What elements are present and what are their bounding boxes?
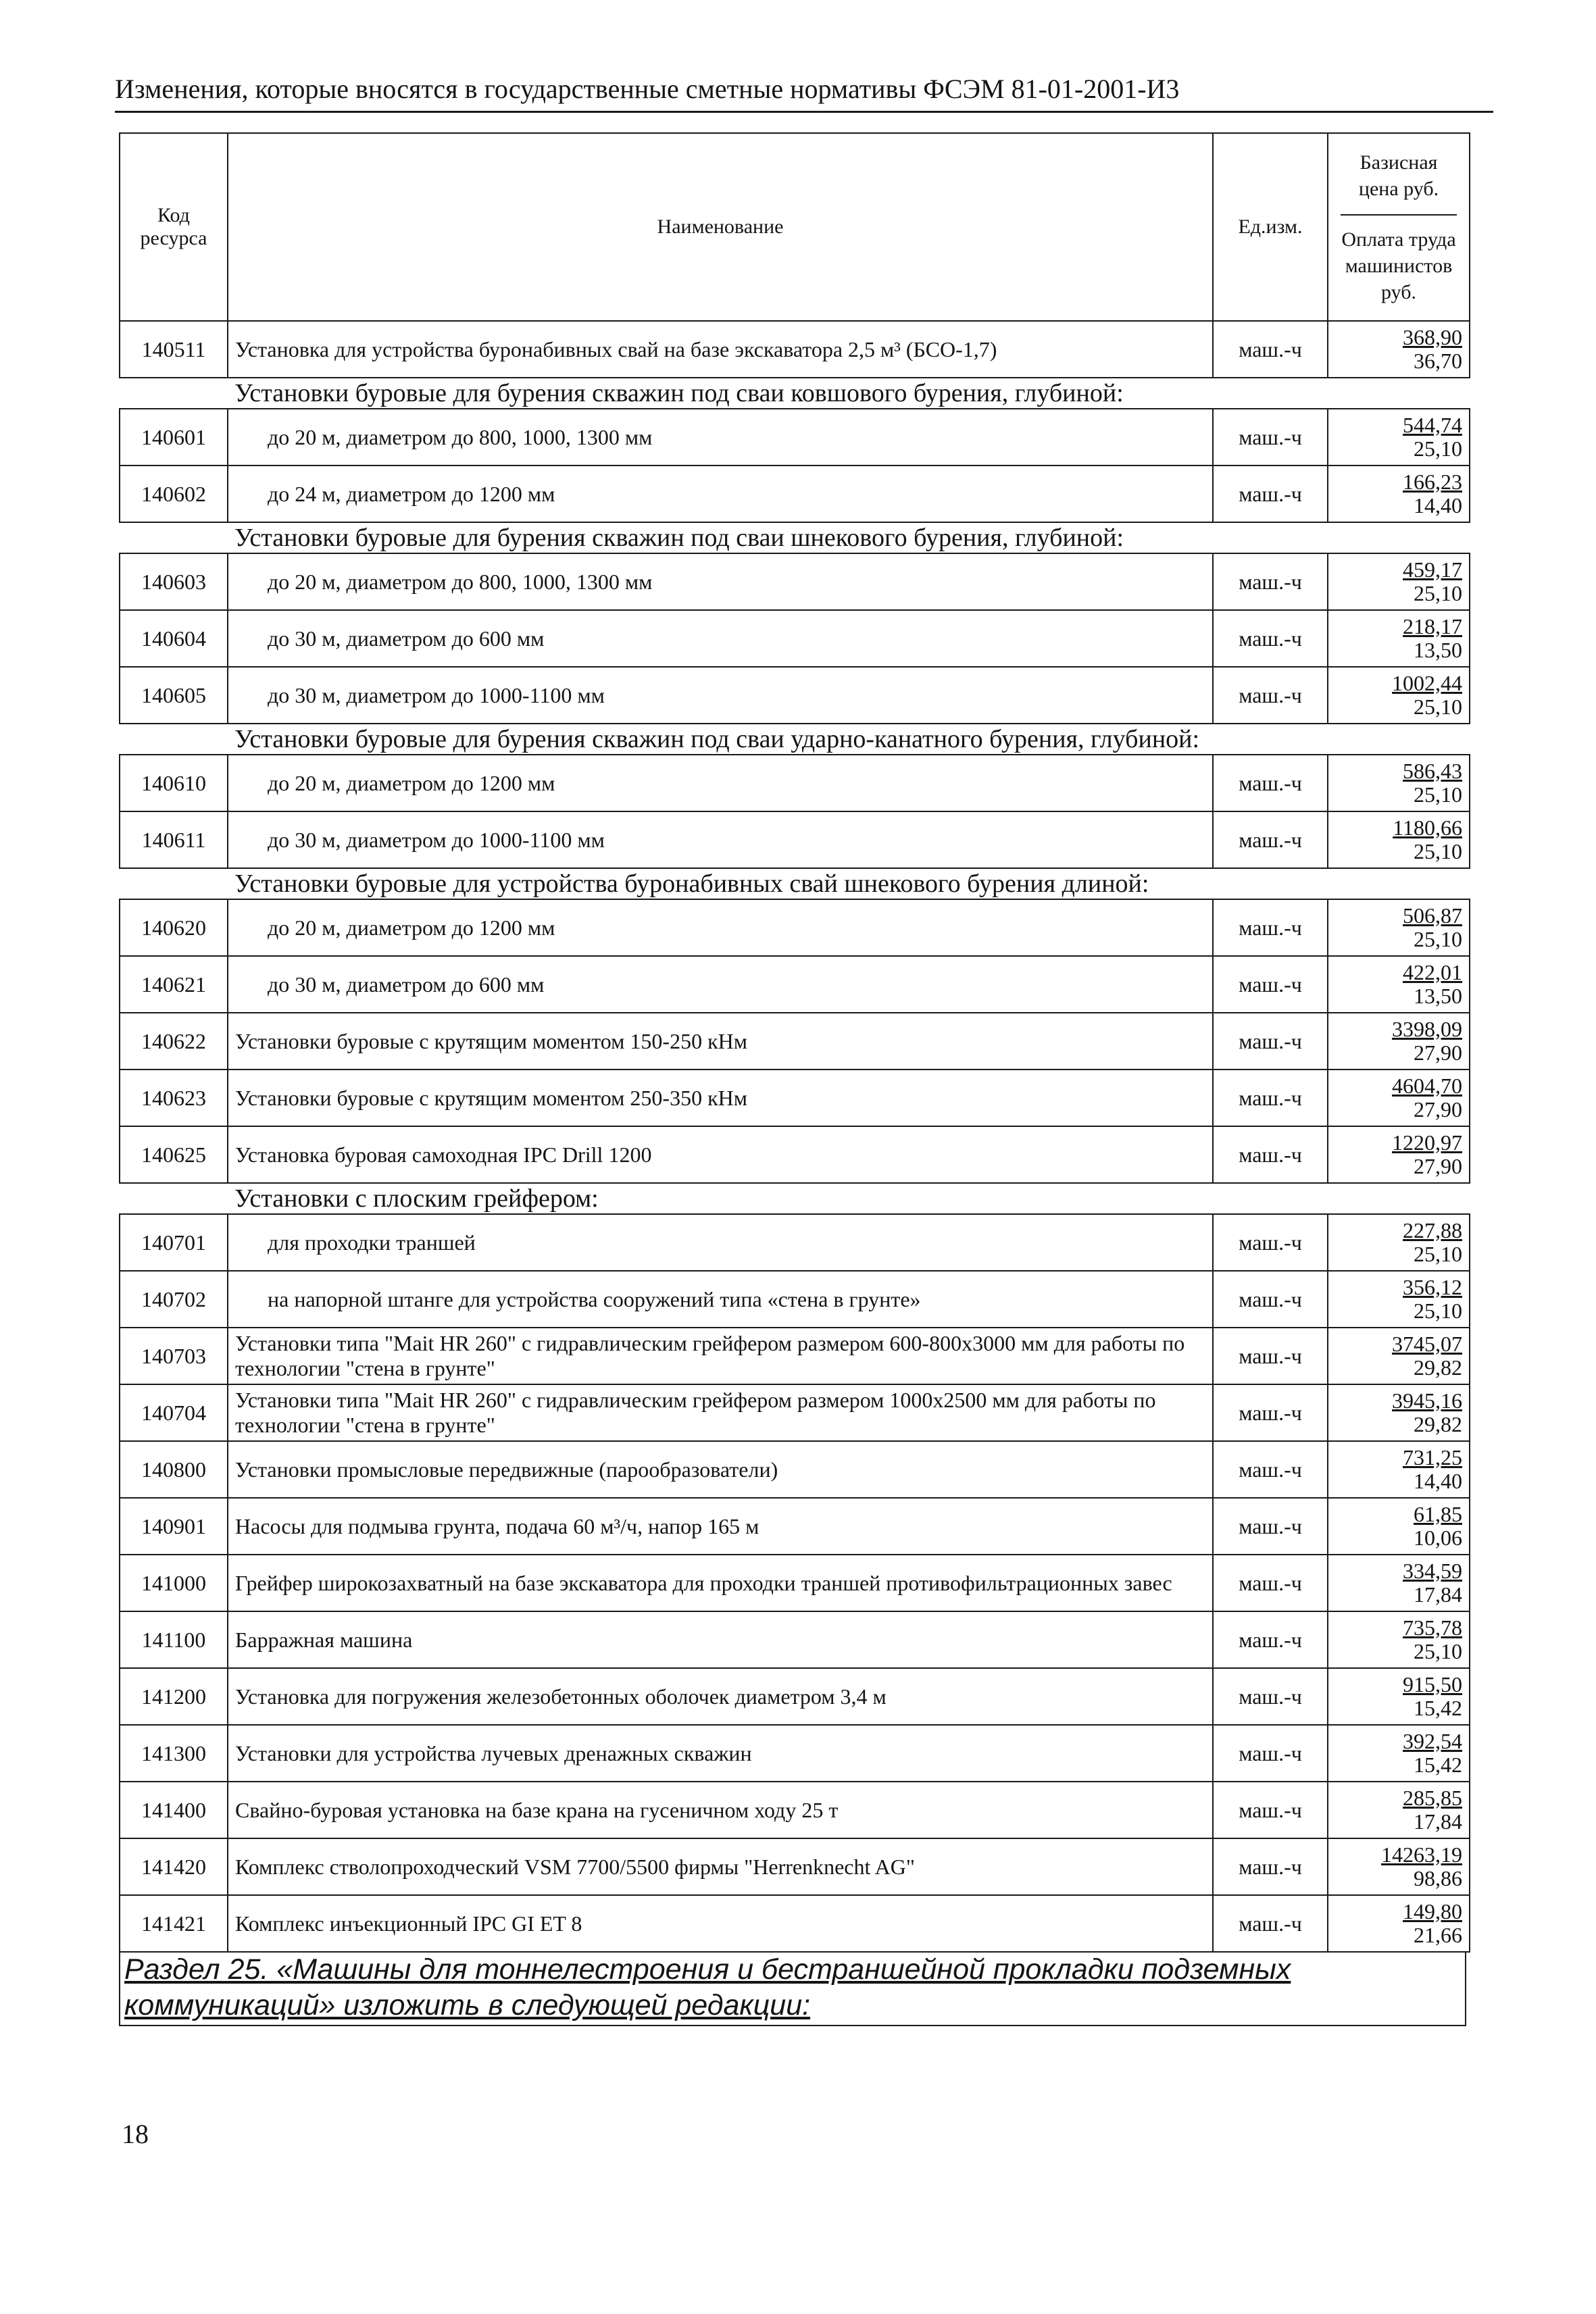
- base-price: 334,59: [1403, 1558, 1462, 1583]
- unit-of-measure: маш.-ч: [1213, 1782, 1328, 1838]
- unit-of-measure: маш.-ч: [1213, 409, 1328, 466]
- resource-code: 140701: [120, 1214, 228, 1271]
- footer-note-line-1: Раздел 25. «Машины для тоннелестроения и бестраншейной прокладки подземных: [124, 1953, 1291, 1986]
- unit-of-measure: маш.-ч: [1213, 956, 1328, 1013]
- column-header-name: Наименование: [228, 133, 1213, 321]
- table-row: [120, 1126, 1470, 1183]
- resource-name: Установка буровая самоходная IPC Drill 1200: [228, 1126, 1213, 1183]
- resource-code: 140602: [120, 466, 228, 522]
- base-price: 915,50: [1403, 1671, 1462, 1696]
- base-price: 166,23: [1403, 469, 1462, 494]
- table-row: [120, 1498, 1470, 1555]
- table-row: [120, 1782, 1470, 1838]
- base-price: 3745,07: [1392, 1331, 1462, 1356]
- table-row: [120, 610, 1470, 667]
- unit-of-measure: маш.-ч: [1213, 667, 1328, 724]
- column-header-price: [1328, 133, 1470, 321]
- price-cell: [1328, 956, 1470, 1013]
- price-cell: [1328, 1782, 1470, 1838]
- table-row: [120, 1328, 1470, 1384]
- base-price: 459,17: [1403, 557, 1462, 582]
- table-row: [120, 811, 1470, 868]
- resource-code: 140511: [120, 321, 228, 378]
- operator-wage: 14,40: [1414, 1469, 1462, 1493]
- resource-code: 140610: [120, 755, 228, 811]
- operator-wage: 21,66: [1414, 1923, 1462, 1947]
- unit-of-measure: маш.-ч: [1213, 1384, 1328, 1441]
- footer-note-line-2: коммуникаций» изложить в следующей редакции:: [124, 1989, 811, 2021]
- price-cell: [1328, 1725, 1470, 1782]
- resource-name: до 20 м, диаметром до 800, 1000, 1300 мм: [228, 409, 1213, 466]
- unit-of-measure: маш.-ч: [1213, 1328, 1328, 1384]
- table-row: [120, 899, 1470, 956]
- operator-wage: 10,06: [1414, 1526, 1462, 1550]
- table-row: [120, 1214, 1470, 1271]
- resource-code: 140704: [120, 1384, 228, 1441]
- price-cell: [1328, 1668, 1470, 1725]
- price-cell: [1328, 1126, 1470, 1183]
- operator-wage: 25,10: [1414, 581, 1462, 605]
- unit-of-measure: маш.-ч: [1213, 321, 1328, 378]
- unit-of-measure: маш.-ч: [1213, 1441, 1328, 1498]
- operator-wage: 25,10: [1414, 695, 1462, 719]
- resource-code: 141000: [120, 1555, 228, 1611]
- resource-code: 140703: [120, 1328, 228, 1384]
- operator-wage: 25,10: [1414, 1639, 1462, 1663]
- section-heading-row: [120, 522, 1470, 553]
- base-price: 4604,70: [1392, 1073, 1462, 1098]
- price-cell: [1328, 1070, 1470, 1126]
- resource-code: 140621: [120, 956, 228, 1013]
- price-cell: [1328, 811, 1470, 868]
- table-row: [120, 466, 1470, 522]
- base-price: 227,88: [1403, 1217, 1462, 1242]
- resource-code: 140603: [120, 553, 228, 610]
- table-header-row: [120, 133, 1470, 321]
- unit-of-measure: маш.-ч: [1213, 466, 1328, 522]
- section-heading: Установки буровые для бурения скважин под сваи ковшового бурения, глубиной:: [120, 378, 1470, 409]
- base-price: 1002,44: [1392, 670, 1462, 695]
- resource-name: Барражная машина: [228, 1611, 1213, 1668]
- resource-name: до 24 м, диаметром до 1200 мм: [228, 466, 1213, 522]
- base-price: 285,85: [1403, 1785, 1462, 1810]
- table-row: [120, 553, 1470, 610]
- table-row: [120, 1555, 1470, 1611]
- operator-wage: 15,42: [1414, 1753, 1462, 1777]
- unit-of-measure: маш.-ч: [1213, 1668, 1328, 1725]
- resource-name: Комплекс стволопроходческий VSM 7700/5500 фирмы "Herrenknecht AG": [228, 1838, 1213, 1895]
- unit-of-measure: маш.-ч: [1213, 1013, 1328, 1070]
- base-price: 735,78: [1403, 1615, 1462, 1640]
- resource-code: 141100: [120, 1611, 228, 1668]
- unit-of-measure: маш.-ч: [1213, 1271, 1328, 1328]
- table-row: [120, 1725, 1470, 1782]
- table-row: [120, 755, 1470, 811]
- page-number: 18: [122, 2119, 149, 2149]
- unit-of-measure: маш.-ч: [1213, 610, 1328, 667]
- table-body: [120, 321, 1470, 1952]
- table-row: [120, 667, 1470, 724]
- resource-code: 140611: [120, 811, 228, 868]
- resource-code: 141300: [120, 1725, 228, 1782]
- price-cell: [1328, 1328, 1470, 1384]
- resource-name: Установки буровые с крутящим моментом 150-250 кНм: [228, 1013, 1213, 1070]
- price-cell: [1328, 667, 1470, 724]
- operator-wage: 13,50: [1414, 638, 1462, 662]
- operator-wage: 25,10: [1414, 1299, 1462, 1323]
- base-price: 1220,97: [1392, 1130, 1462, 1155]
- table-row: [120, 1838, 1470, 1895]
- column-header-price-labor: Оплата труда машинистов руб.: [1341, 228, 1456, 303]
- resource-name: для проходки траншей: [228, 1214, 1213, 1271]
- resource-code: 141200: [120, 1668, 228, 1725]
- resource-code: 141420: [120, 1838, 228, 1895]
- operator-wage: 25,10: [1414, 1242, 1462, 1266]
- base-price: 544,74: [1403, 412, 1462, 437]
- price-cell: [1328, 755, 1470, 811]
- resource-name: до 20 м, диаметром до 800, 1000, 1300 мм: [228, 553, 1213, 610]
- table-row: [120, 956, 1470, 1013]
- price-cell: [1328, 1013, 1470, 1070]
- resource-name: Грейфер широкозахватный на базе экскаватора для проходки траншей противофильтрационных завес: [228, 1555, 1213, 1611]
- base-price: 422,01: [1403, 959, 1462, 984]
- base-price: 356,12: [1403, 1274, 1462, 1299]
- price-cell: [1328, 1555, 1470, 1611]
- resource-code: 140625: [120, 1126, 228, 1183]
- section-heading: Установки буровые для устройства буронабивных свай шнекового бурения длиной:: [120, 868, 1470, 899]
- unit-of-measure: маш.-ч: [1213, 1838, 1328, 1895]
- price-cell: [1328, 1271, 1470, 1328]
- resource-name: Установка для погружения железобетонных оболочек диаметром 3,4 м: [228, 1668, 1213, 1725]
- price-cell: [1328, 466, 1470, 522]
- column-header-unit: Ед.изм.: [1213, 133, 1328, 321]
- resource-name: до 30 м, диаметром до 1000-1100 мм: [228, 811, 1213, 868]
- operator-wage: 13,50: [1414, 984, 1462, 1008]
- resource-name: Установки типа "Mait HR 260" с гидравлическим грейфером размером 1000х2500 мм для работы по технологии "стена в грунте": [228, 1384, 1213, 1441]
- resource-name: на напорной штанге для устройства сооружений типа «стена в грунте»: [228, 1271, 1213, 1328]
- resource-code: 140601: [120, 409, 228, 466]
- operator-wage: 25,10: [1414, 927, 1462, 951]
- base-price: 1180,66: [1393, 815, 1462, 840]
- price-cell: [1328, 1441, 1470, 1498]
- price-cell: [1328, 1384, 1470, 1441]
- base-price: 392,54: [1403, 1728, 1462, 1753]
- column-header-price-base: Базисная цена руб.: [1341, 149, 1457, 216]
- base-price: 14263,19: [1381, 1842, 1462, 1867]
- unit-of-measure: маш.-ч: [1213, 899, 1328, 956]
- unit-of-measure: маш.-ч: [1213, 1498, 1328, 1555]
- section-heading: Установки буровые для бурения скважин под сваи шнекового бурения, глубиной:: [120, 522, 1470, 553]
- unit-of-measure: маш.-ч: [1213, 1070, 1328, 1126]
- price-cell: [1328, 1838, 1470, 1895]
- operator-wage: 25,10: [1414, 839, 1462, 863]
- price-cell: [1328, 553, 1470, 610]
- unit-of-measure: маш.-ч: [1213, 1214, 1328, 1271]
- operator-wage: 17,84: [1414, 1809, 1462, 1834]
- unit-of-measure: маш.-ч: [1213, 755, 1328, 811]
- resource-table: [119, 132, 1470, 1953]
- table-row: [120, 1013, 1470, 1070]
- operator-wage: 36,70: [1414, 349, 1462, 373]
- base-price: 3945,16: [1392, 1388, 1462, 1413]
- price-cell: [1328, 409, 1470, 466]
- resource-name: до 30 м, диаметром до 1000-1100 мм: [228, 667, 1213, 724]
- price-cell: [1328, 899, 1470, 956]
- section-heading-row: [120, 868, 1470, 899]
- column-header-code: Код ресурса: [120, 133, 228, 321]
- operator-wage: 15,42: [1414, 1696, 1462, 1720]
- price-cell: [1328, 610, 1470, 667]
- base-price: 586,43: [1403, 758, 1462, 783]
- base-price: 731,25: [1403, 1444, 1462, 1469]
- base-price: 218,17: [1403, 613, 1462, 638]
- table-row: [120, 1895, 1470, 1952]
- unit-of-measure: маш.-ч: [1213, 1895, 1328, 1952]
- operator-wage: 27,90: [1414, 1040, 1462, 1065]
- unit-of-measure: маш.-ч: [1213, 1725, 1328, 1782]
- operator-wage: 27,90: [1414, 1154, 1462, 1178]
- resource-code: 141400: [120, 1782, 228, 1838]
- resource-name: до 30 м, диаметром до 600 мм: [228, 956, 1213, 1013]
- resource-code: 140620: [120, 899, 228, 956]
- price-cell: [1328, 1895, 1470, 1952]
- operator-wage: 17,84: [1414, 1582, 1462, 1607]
- resource-code: 140702: [120, 1271, 228, 1328]
- base-price: 149,80: [1403, 1898, 1462, 1923]
- table-row: [120, 409, 1470, 466]
- resource-name: до 20 м, диаметром до 1200 мм: [228, 899, 1213, 956]
- resource-code: 140622: [120, 1013, 228, 1070]
- resource-code: 141421: [120, 1895, 228, 1952]
- table-row: [120, 1384, 1470, 1441]
- operator-wage: 25,10: [1414, 782, 1462, 807]
- resource-name: Установки буровые с крутящим моментом 250-350 кНм: [228, 1070, 1213, 1126]
- operator-wage: 29,82: [1414, 1412, 1462, 1436]
- resource-code: 140800: [120, 1441, 228, 1498]
- resource-code: 140605: [120, 667, 228, 724]
- unit-of-measure: маш.-ч: [1213, 1126, 1328, 1183]
- section-heading: Установки буровые для бурения скважин под сваи ударно-канатного бурения, глубиной:: [120, 724, 1470, 755]
- table-row: [120, 1611, 1470, 1668]
- table-row: [120, 1271, 1470, 1328]
- price-cell: [1328, 321, 1470, 378]
- resource-name: до 30 м, диаметром до 600 мм: [228, 610, 1213, 667]
- resource-name: Установка для устройства буронабивных свай на базе экскаватора 2,5 м³ (БСО-1,7): [228, 321, 1213, 378]
- base-price: 61,85: [1414, 1501, 1462, 1526]
- section-heading-row: [120, 1183, 1470, 1214]
- operator-wage: 29,82: [1414, 1355, 1462, 1380]
- unit-of-measure: маш.-ч: [1213, 553, 1328, 610]
- resource-name: Установки типа "Mait HR 260" с гидравлическим грейфером размером 600-800х3000 мм для работы по технологии "стена в грунте": [228, 1328, 1213, 1384]
- base-price: 3398,09: [1392, 1016, 1462, 1041]
- table-row: [120, 321, 1470, 378]
- resource-code: 140604: [120, 610, 228, 667]
- resource-name: Установки для устройства лучевых дренажных скважин: [228, 1725, 1213, 1782]
- section-heading: Установки с плоским грейфером:: [120, 1183, 1470, 1214]
- unit-of-measure: маш.-ч: [1213, 811, 1328, 868]
- operator-wage: 27,90: [1414, 1097, 1462, 1122]
- price-cell: [1328, 1214, 1470, 1271]
- resource-code: 140901: [120, 1498, 228, 1555]
- table-row: [120, 1070, 1470, 1126]
- table-row: [120, 1441, 1470, 1498]
- resource-name: Установки промысловые передвижные (парообразователи): [228, 1441, 1213, 1498]
- resource-name: Насосы для подмыва грунта, подача 60 м³/ч, напор 165 м: [228, 1498, 1213, 1555]
- resource-name: Комплекс инъекционный IPC GI ET 8: [228, 1895, 1213, 1952]
- base-price: 368,90: [1403, 324, 1462, 349]
- price-cell: [1328, 1611, 1470, 1668]
- operator-wage: 14,40: [1414, 493, 1462, 518]
- footer-note: [119, 1952, 1466, 2026]
- resource-code: 140623: [120, 1070, 228, 1126]
- unit-of-measure: маш.-ч: [1213, 1611, 1328, 1668]
- section-heading-row: [120, 724, 1470, 755]
- section-heading-row: [120, 378, 1470, 409]
- base-price: 506,87: [1403, 903, 1462, 928]
- operator-wage: 98,86: [1414, 1866, 1462, 1890]
- page-header: Изменения, которые вносятся в государственные сметные нормативы ФСЭМ 81-01-2001-И3: [115, 68, 1493, 113]
- price-cell: [1328, 1498, 1470, 1555]
- resource-name: до 20 м, диаметром до 1200 мм: [228, 755, 1213, 811]
- table-row: [120, 1668, 1470, 1725]
- operator-wage: 25,10: [1414, 436, 1462, 461]
- resource-name: Свайно-буровая установка на базе крана на гусеничном ходу 25 т: [228, 1782, 1213, 1838]
- unit-of-measure: маш.-ч: [1213, 1555, 1328, 1611]
